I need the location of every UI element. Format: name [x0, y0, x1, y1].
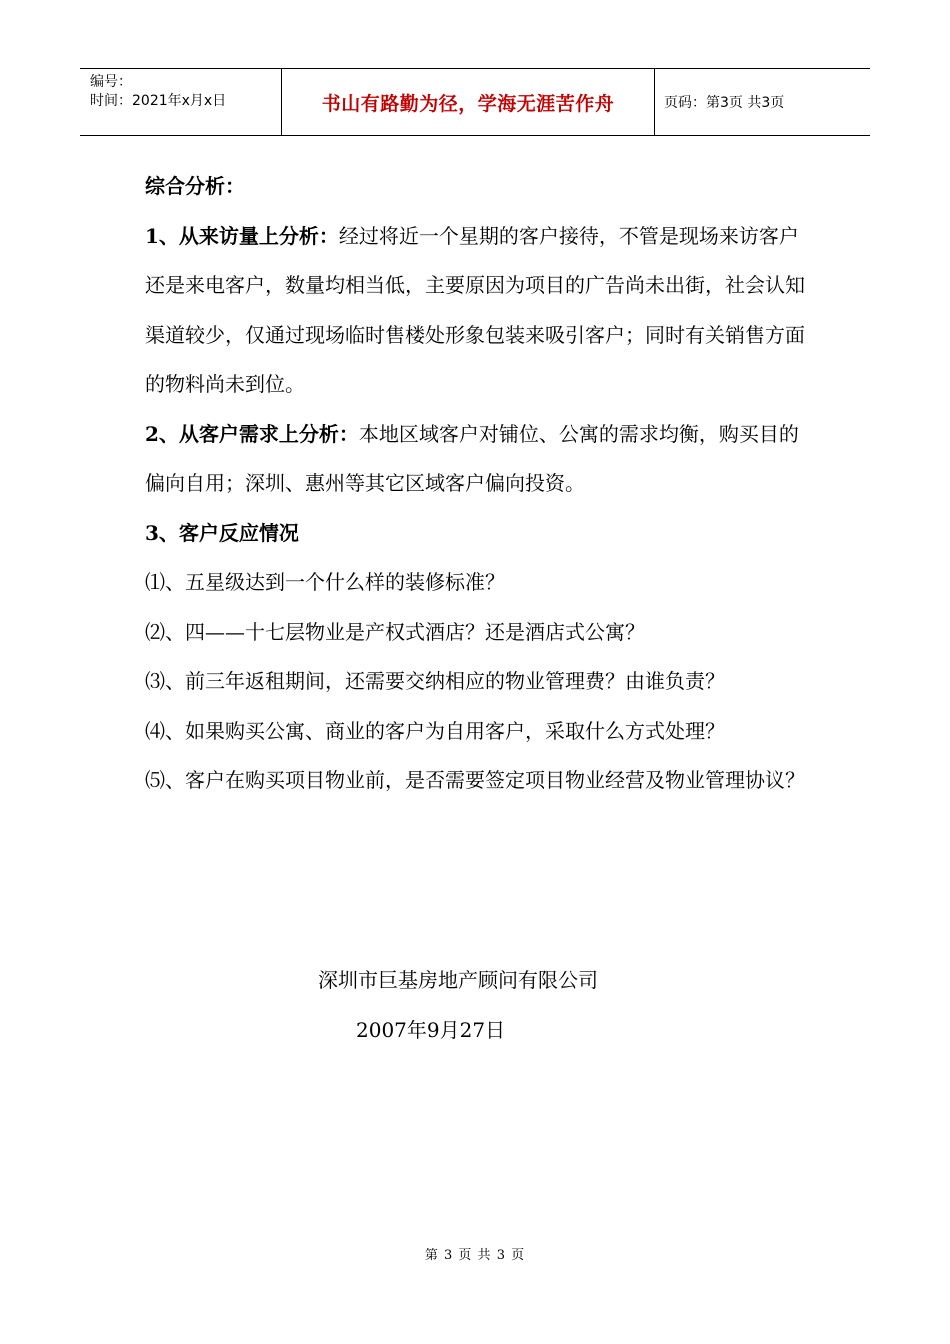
question-3: ⑶、前三年返租期间，还需要交纳相应的物业管理费？由谁负责？ — [145, 669, 725, 693]
analysis-text-2: 本地区域客户对铺位、公寓的需求均衡，购买目的偏向自用；深圳、惠州等其它区域客户偏向投资。 — [145, 421, 799, 495]
analysis-heading-2: 2、从客户需求上分析： — [145, 421, 359, 446]
analysis-paragraph-2 — [145, 410, 815, 509]
question-5: ⑸、客户在购买项目物业前，是否需要签定项目物业经营及物业管理协议？ — [145, 768, 805, 792]
reaction-title: 3、客户反应情况 — [145, 520, 299, 545]
question-4: ⑷、如果购买公寓、商业的客户为自用客户，采取什么方式处理？ — [145, 718, 725, 743]
analysis-heading-1: 1、从来访量上分析： — [145, 223, 339, 248]
header-page-info: 页码：第3页 共3页 — [664, 95, 785, 111]
time-label: 时间：2021年x月x日 — [90, 93, 227, 109]
question-2: ⑵、四——十七层物业是产权式酒店？还是酒店式公寓？ — [145, 619, 645, 644]
analysis-paragraph-1 — [145, 212, 815, 410]
analysis-text-1: 经过将近一个星期的客户接待，不管是现场来访客户还是来电客户，数量均相当低，主要原因为项目的广告尚未出街，社会认知渠道较少，仅通过现场临时售楼处形象包装来吸引客户；同时有关销售方面的物料尚未到位。 — [145, 223, 805, 396]
document-body — [145, 162, 815, 806]
section-title: 综合分析： — [145, 174, 245, 198]
header-motto: 书山有路勤为径，学海无涯苦作舟 — [282, 69, 655, 135]
page-footer: 第 3 页 共 3 页 — [424, 1248, 526, 1263]
company-signature: 深圳市巨基房地产顾问有限公司 — [318, 968, 598, 992]
number-label: 编号： — [90, 74, 132, 90]
question-1: ⑴、五星级达到一个什么样的装修标准？ — [145, 570, 505, 594]
header-meta — [80, 69, 282, 135]
document-header — [80, 68, 870, 136]
signature-date: 2007年9月27日 — [356, 1018, 506, 1042]
